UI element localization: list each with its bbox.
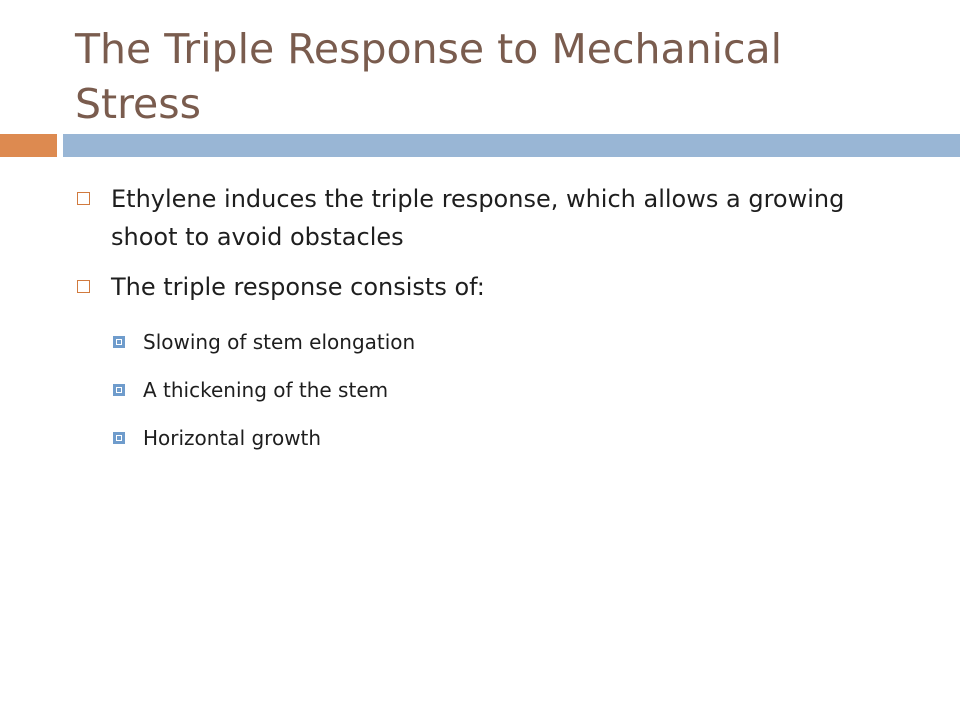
filled-square-bullet-icon [113,336,125,348]
bullet-text: Ethylene induces the triple response, which allows a growing shoot to avoid obstacles [111,185,845,251]
slide-content [75,180,915,462]
sub-bullet-list [75,318,915,462]
bullet-item [75,180,915,256]
sub-bullet-item [75,414,915,462]
slide-title: The Triple Response to Mechanical Stress [75,25,783,128]
sub-bullet-text: Horizontal growth [143,426,322,450]
sub-bullet-text: A thickening of the stem [143,378,389,402]
bullet-item [75,268,915,306]
bullet-text: The triple response consists of: [111,273,485,301]
sub-bullet-text: Slowing of stem elongation [143,330,416,354]
sub-bullet-item [75,366,915,414]
filled-square-bullet-icon [113,432,125,444]
title-underline-bar [63,134,960,157]
filled-square-bullet-icon [113,384,125,396]
sub-bullet-item [75,318,915,366]
title-accent-bar [0,134,57,157]
hollow-square-bullet-icon [77,280,90,293]
hollow-square-bullet-icon [77,192,90,205]
